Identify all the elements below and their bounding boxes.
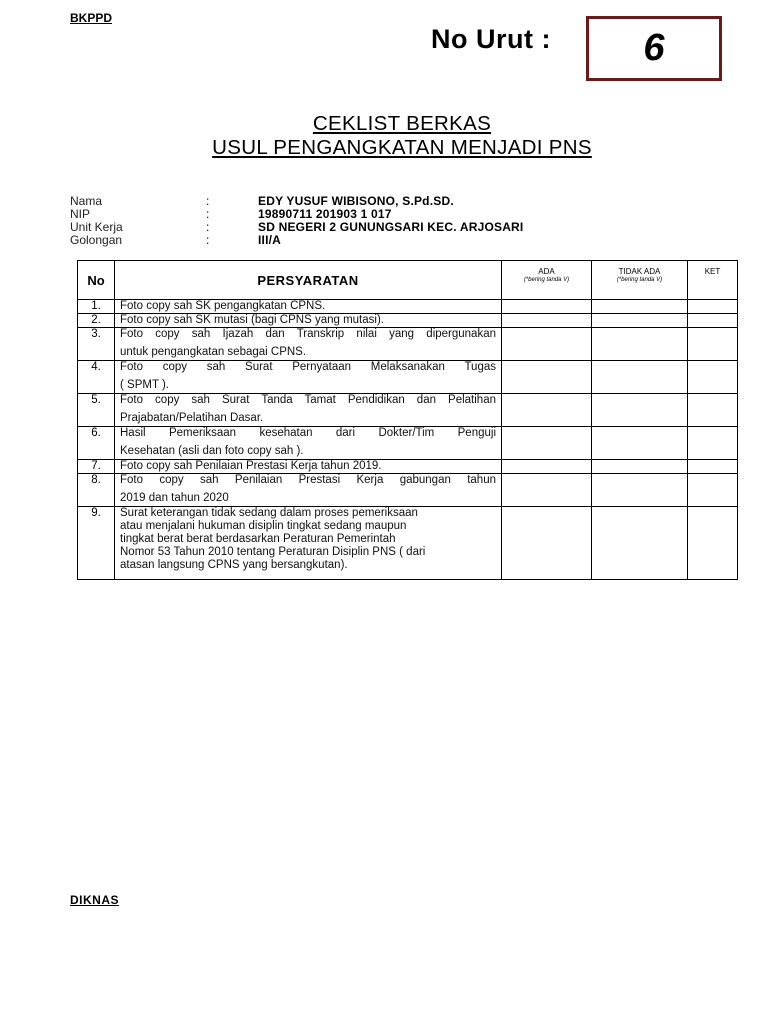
- row-no: 7.: [78, 460, 115, 474]
- row-requirement: [115, 361, 502, 394]
- cell-ket[interactable]: [688, 328, 738, 361]
- row-no: 6.: [78, 427, 115, 460]
- table-row: [78, 394, 738, 427]
- check-tidak-ada[interactable]: [592, 427, 688, 460]
- header-ket: KET: [688, 261, 738, 300]
- table-row: [78, 328, 738, 361]
- title-line-1: CEKLIST BERKAS: [312, 112, 492, 135]
- req-line: atau menjalani hukuman disiplin tingkat sedang maupun: [120, 520, 407, 532]
- row-requirement: [115, 328, 502, 361]
- row-requirement: [115, 507, 502, 580]
- check-ada[interactable]: [502, 460, 592, 474]
- info-value: EDY YUSUF WIBISONO, S.Pd.SD.: [258, 194, 454, 208]
- header-tidak-ada-note: (*bering tanda V): [616, 277, 663, 283]
- info-colon: :: [206, 233, 210, 247]
- title-line-2: USUL PENGANGKATAN MENJADI PNS: [212, 136, 592, 159]
- check-ada[interactable]: [502, 507, 592, 580]
- check-tidak-ada[interactable]: [592, 314, 688, 328]
- info-label: Nama: [70, 194, 103, 208]
- req-line: Prajabatan/Pelatihan Dasar.: [120, 412, 264, 424]
- header-tidak-ada-label: TIDAK ADA: [618, 267, 661, 276]
- requirements-table: [77, 260, 738, 580]
- table-header-row: [78, 261, 738, 300]
- check-tidak-ada[interactable]: [592, 300, 688, 314]
- row-no: 3.: [78, 328, 115, 361]
- table-row: [78, 300, 738, 314]
- req-line: Nomor 53 Tahun 2010 tentang Peraturan Disiplin PNS ( dari: [120, 546, 426, 558]
- check-ada[interactable]: [502, 314, 592, 328]
- info-colon: :: [206, 220, 210, 234]
- row-no: 8.: [78, 474, 115, 507]
- req-line: Foto copy sah SK pengangkatan CPNS.: [120, 300, 326, 312]
- info-label: NIP: [70, 207, 91, 221]
- req-line: 2019 dan tahun 2020: [120, 492, 229, 504]
- info-label: Golongan: [70, 233, 123, 247]
- check-ada[interactable]: [502, 474, 592, 507]
- req-line: Foto copy sah Penilaian Prestasi Kerja tahun 2019.: [120, 460, 382, 472]
- info-colon: :: [206, 194, 210, 208]
- table-row: [78, 507, 738, 580]
- req-line: Surat keterangan tidak sedang dalam proses pemeriksaan: [120, 507, 418, 519]
- check-ada[interactable]: [502, 361, 592, 394]
- row-no: 2.: [78, 314, 115, 328]
- check-tidak-ada[interactable]: [592, 361, 688, 394]
- check-ada[interactable]: [502, 328, 592, 361]
- header-ada-label: ADA: [538, 267, 555, 276]
- info-label: Unit Kerja: [70, 220, 123, 234]
- check-ada[interactable]: [502, 394, 592, 427]
- header-ada: [502, 261, 592, 300]
- req-line: Foto copy sah Surat Pernyataan Melaksanakan Tugas: [120, 361, 496, 373]
- cell-ket[interactable]: [688, 460, 738, 474]
- check-tidak-ada[interactable]: [592, 507, 688, 580]
- req-line: Foto copy sah Ijazah dan Transkrip nilai yang dipergunakan: [120, 328, 496, 340]
- no-urut-value: 6: [643, 27, 665, 69]
- row-no: 9.: [78, 507, 115, 580]
- cell-ket[interactable]: [688, 394, 738, 427]
- org-label-bkppd: BKPPD: [70, 11, 113, 25]
- req-line: Kesehatan (asli dan foto copy sah ).: [120, 445, 304, 457]
- cell-ket[interactable]: [688, 300, 738, 314]
- info-value: III/A: [258, 233, 282, 247]
- check-tidak-ada[interactable]: [592, 460, 688, 474]
- check-tidak-ada[interactable]: [592, 328, 688, 361]
- req-line: ( SPMT ).: [120, 379, 169, 391]
- row-requirement: [115, 474, 502, 507]
- info-value: 19890711 201903 1 017: [258, 207, 392, 221]
- info-colon: :: [206, 207, 210, 221]
- row-no: 4.: [78, 361, 115, 394]
- cell-ket[interactable]: [688, 361, 738, 394]
- no-urut-label: No Urut :: [431, 24, 551, 54]
- row-requirement: [115, 427, 502, 460]
- header-ada-note: (*bering tanda V): [523, 277, 570, 283]
- table-row: [78, 314, 738, 328]
- header-persyaratan: PERSYARATAN: [115, 261, 502, 300]
- check-ada[interactable]: [502, 300, 592, 314]
- req-line: Foto copy sah Penilaian Prestasi Kerja gabungan tahun: [120, 474, 496, 486]
- req-line: Hasil Pemeriksaan kesehatan dari Dokter/Tim Penguji: [120, 427, 496, 439]
- info-value: SD NEGERI 2 GUNUNGSARI KEC. ARJOSARI: [258, 220, 524, 234]
- check-ada[interactable]: [502, 427, 592, 460]
- org-label-diknas: DIKNAS: [70, 893, 120, 907]
- cell-ket[interactable]: [688, 427, 738, 460]
- check-tidak-ada[interactable]: [592, 474, 688, 507]
- req-line: untuk pengangkatan sebagai CPNS.: [120, 346, 307, 358]
- row-requirement: [115, 314, 502, 328]
- row-no: 1.: [78, 300, 115, 314]
- header-tidak-ada: [592, 261, 688, 300]
- table-row: [78, 460, 738, 474]
- table-row: [78, 361, 738, 394]
- req-line: atasan langsung CPNS yang bersangkutan).: [120, 559, 348, 571]
- row-no: 5.: [78, 394, 115, 427]
- row-requirement: [115, 300, 502, 314]
- no-urut-box: [586, 16, 722, 81]
- check-tidak-ada[interactable]: [592, 394, 688, 427]
- cell-ket[interactable]: [688, 474, 738, 507]
- row-requirement: [115, 394, 502, 427]
- header-no: No: [78, 261, 115, 300]
- req-line: tingkat berat berat berdasarkan Peraturan Pemerintah: [120, 533, 396, 545]
- table-row: [78, 474, 738, 507]
- row-requirement: [115, 460, 502, 474]
- cell-ket[interactable]: [688, 507, 738, 580]
- req-line: Foto copy sah Surat Tanda Tamat Pendidikan dan Pelatihan: [120, 394, 496, 406]
- req-line: Foto copy sah SK mutasi (bagi CPNS yang mutasi).: [120, 314, 384, 326]
- cell-ket[interactable]: [688, 314, 738, 328]
- table-row: [78, 427, 738, 460]
